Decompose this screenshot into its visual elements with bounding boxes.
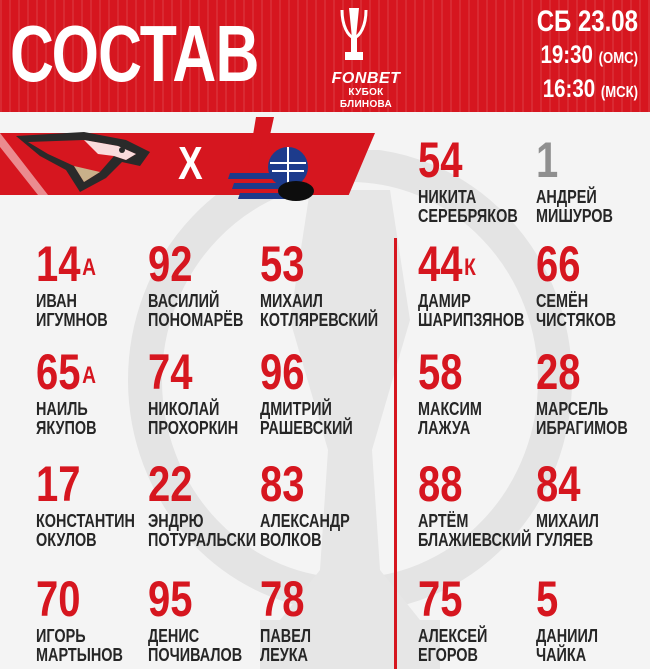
- player-number: 22: [148, 456, 193, 512]
- player-last-name: ШАРИПЗЯНОВ: [418, 309, 525, 330]
- time-omsk-value: 19:30: [540, 41, 593, 69]
- avangard-logo: [14, 126, 154, 196]
- player-last-name: ПОЧИВАЛОВ: [148, 644, 243, 665]
- player-number: 5: [536, 571, 559, 627]
- time-omsk-zone: (ОМС): [598, 50, 638, 67]
- player-last-name: МАРТЫНОВ: [36, 644, 123, 665]
- player-first-name: СЕМЁН: [536, 290, 589, 311]
- player-number: $44^К$: [418, 236, 476, 292]
- player-first-name: НИКИТА: [418, 186, 477, 207]
- player-last-name: СЕРЕБРЯКОВ: [418, 205, 518, 226]
- player-last-name: МИШУРОВ: [536, 205, 613, 226]
- player-first-name: ПАВЕЛ: [260, 625, 311, 646]
- player-number: 92: [148, 236, 193, 292]
- player-last-name: ГУЛЯЕВ: [536, 529, 594, 550]
- player-number: 53: [260, 236, 305, 292]
- player-first-name: МИХАИЛ: [260, 290, 323, 311]
- player-first-name: ВАСИЛИЙ: [148, 290, 220, 311]
- versus-mark: Х: [178, 137, 203, 189]
- player-first-name: КОНСТАНТИН: [36, 510, 135, 531]
- captain-badge: К: [464, 254, 476, 281]
- player-first-name: ИВАН: [36, 290, 77, 311]
- match-info: [498, 4, 638, 108]
- player-first-name: ДМИТРИЙ: [260, 398, 332, 419]
- player-number: $14^А$: [36, 236, 96, 292]
- tournament-name: КУБОК БЛИНОВА: [339, 87, 393, 110]
- player-first-name: ИГОРЬ: [36, 625, 86, 646]
- player-last-name: ИГУМНОВ: [36, 309, 108, 330]
- time-moscow-value: 16:30: [542, 75, 596, 103]
- player-number: 70: [36, 571, 81, 627]
- player-number: 75: [418, 571, 463, 627]
- alternate-captain-badge: А: [82, 362, 96, 389]
- player-first-name: МИХАИЛ: [536, 510, 599, 531]
- player-first-name: ДАМИР: [418, 290, 471, 311]
- player-last-name: ПРОХОРКИН: [148, 417, 239, 438]
- sponsor-logo: [322, 70, 410, 111]
- player-last-name: ВОЛКОВ: [260, 529, 322, 550]
- player-last-name: ЯКУПОВ: [36, 417, 97, 438]
- player-number: 95: [148, 571, 193, 627]
- header-banner: [0, 0, 650, 112]
- player-number: 88: [418, 456, 463, 512]
- player-first-name: ДАНИИЛ: [536, 625, 598, 646]
- forward-card: [260, 572, 400, 664]
- player-first-name: МАРСЕЛЬ: [536, 398, 609, 419]
- player-number: 28: [536, 344, 581, 400]
- forward-card: [260, 457, 400, 549]
- player-first-name: НАИЛЬ: [36, 398, 88, 419]
- player-last-name: ЧАЙКА: [536, 644, 587, 665]
- goalie-card: [536, 133, 650, 225]
- forward-card: [260, 345, 400, 437]
- lokomotiv-logo: [226, 113, 322, 205]
- player-last-name: КОТЛЯРЕВСКИЙ: [260, 309, 379, 330]
- sponsor-name: FONBET: [331, 70, 401, 87]
- player-number: 78: [260, 571, 305, 627]
- player-number: 1: [536, 132, 559, 188]
- player-number: 66: [536, 236, 581, 292]
- defense-card: [536, 457, 650, 549]
- defense-card: [536, 572, 650, 664]
- player-number: 17: [36, 456, 81, 512]
- trophy-icon: [336, 6, 372, 64]
- player-first-name: АЛЕКСЕЙ: [418, 625, 488, 646]
- player-last-name: ПОТУРАЛЬСКИ: [148, 529, 257, 550]
- player-first-name: АЛЕКСАНДР: [260, 510, 350, 531]
- player-last-name: ЕГОРОВ: [418, 644, 478, 665]
- player-last-name: ЛАЖУА: [418, 417, 471, 438]
- alternate-captain-badge: А: [82, 254, 96, 281]
- player-number: 58: [418, 344, 463, 400]
- player-number: 74: [148, 344, 193, 400]
- time-moscow: [523, 74, 638, 108]
- match-date: СБ 23.08: [536, 5, 638, 38]
- player-last-name: ИБРАГИМОВ: [536, 417, 628, 438]
- player-number: 54: [418, 132, 463, 188]
- player-last-name: РАШЕВСКИЙ: [260, 417, 353, 438]
- player-number: 83: [260, 456, 305, 512]
- player-last-name: БЛАЖИЕВСКИЙ: [418, 529, 532, 550]
- player-first-name: АНДРЕЙ: [536, 186, 597, 207]
- forward-card: [260, 237, 400, 329]
- page-title: СОСТАВ: [10, 9, 259, 98]
- player-last-name: ОКУЛОВ: [36, 529, 97, 550]
- player-number: 84: [536, 456, 581, 512]
- time-moscow-zone: (МСК): [600, 84, 638, 101]
- player-first-name: ЭНДРЮ: [148, 510, 204, 531]
- defense-card: [536, 345, 650, 437]
- player-last-name: ЧИСТЯКОВ: [536, 309, 617, 330]
- defense-card: [536, 237, 650, 329]
- time-omsk: [523, 40, 638, 74]
- player-last-name: ПОНОМАРЁВ: [148, 309, 244, 330]
- player-first-name: ДЕНИС: [148, 625, 200, 646]
- player-number: 96: [260, 344, 305, 400]
- player-first-name: НИКОЛАЙ: [148, 398, 220, 419]
- player-last-name: ЛЕУКА: [260, 644, 308, 665]
- player-first-name: МАКСИМ: [418, 398, 482, 419]
- player-number: $65^А$: [36, 344, 96, 400]
- player-first-name: АРТЁМ: [418, 510, 469, 531]
